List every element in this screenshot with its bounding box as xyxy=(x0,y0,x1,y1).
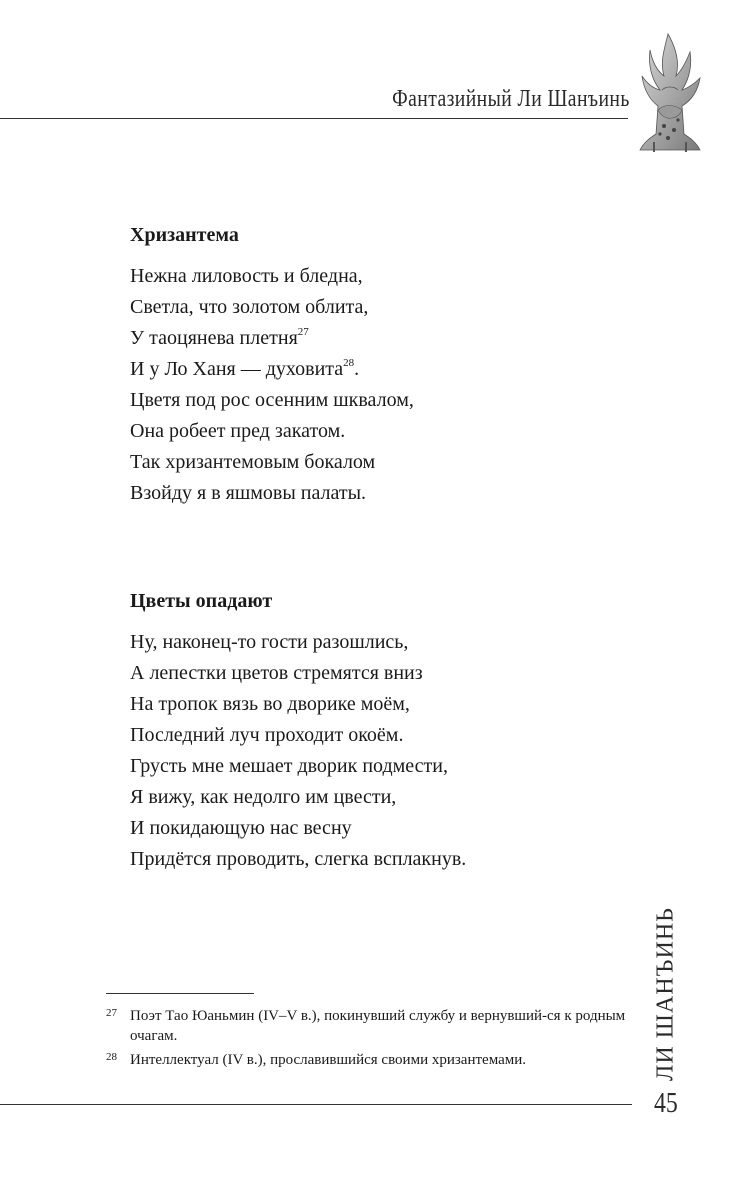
poem-line: Грусть мне мешает дворик подмести, xyxy=(130,755,448,777)
poem-line: Я вижу, как недолго им цвести, xyxy=(130,786,397,808)
footnote-number: 28 xyxy=(106,1051,117,1063)
poem-line: На тропок вязь во дворике моём, xyxy=(130,693,410,715)
poem-line: Придётся проводить, слегка всплакнув. xyxy=(130,848,467,870)
poem-line: Светла, что золотом облита, xyxy=(130,296,369,318)
footnote-ref[interactable]: 27 xyxy=(297,326,309,338)
header-rule xyxy=(0,118,628,119)
poem-title: Цветы опадают xyxy=(130,590,273,612)
footer-rule xyxy=(0,1104,632,1105)
footnote-number: 27 xyxy=(106,1007,117,1019)
poem-line: Нежна лиловость и бледна, xyxy=(130,265,363,287)
running-head: Фантазийный Ли Шанъинь xyxy=(392,86,630,112)
poem-line: А лепестки цветов стремятся вниз xyxy=(130,662,423,684)
footnote-rule xyxy=(106,993,254,994)
poem-title: Хризантема xyxy=(130,224,239,246)
stone-dragon-statue-icon xyxy=(634,30,706,160)
poem-flowers-fall xyxy=(130,590,466,875)
poem-line: И покидающую нас весну xyxy=(130,817,352,839)
poem-line: Цветя под рос осенним шквалом, xyxy=(130,389,414,411)
footnote-text: Интеллектуал (IV в.), прославившийся своими хризантемами. xyxy=(130,1052,527,1068)
poem-line: Она робеет пред закатом. xyxy=(130,420,346,442)
footnote-27 xyxy=(106,1006,636,1046)
poem-line: Ну, наконец-то гости разошлись, xyxy=(130,631,409,653)
footnote-28 xyxy=(106,1050,636,1070)
poem-chrysanthemum xyxy=(130,224,414,509)
page-number: 45 xyxy=(654,1088,678,1119)
footnotes xyxy=(106,1006,636,1074)
poem-line: И у Ло Ханя — духовита$^{28}$. xyxy=(130,357,360,380)
side-title-text: ЛИ ШАНЪИНЬ xyxy=(652,907,679,1081)
poem-line: Так хризантемовым бокалом xyxy=(130,451,376,473)
poem-line: Последний луч проходит окоём. xyxy=(130,724,404,746)
poem-line: У таоцянева плетня$^{27}$ xyxy=(130,326,309,349)
poem-line: Взойду я в яшмовы палаты. xyxy=(130,482,367,504)
footnote-ref[interactable]: 28 xyxy=(343,357,355,369)
side-title xyxy=(646,907,686,1081)
footnote-text: Поэт Тао Юаньмин (IV–V в.), покинувший службу и вернувший-ся к родным очагам. xyxy=(130,1008,626,1044)
